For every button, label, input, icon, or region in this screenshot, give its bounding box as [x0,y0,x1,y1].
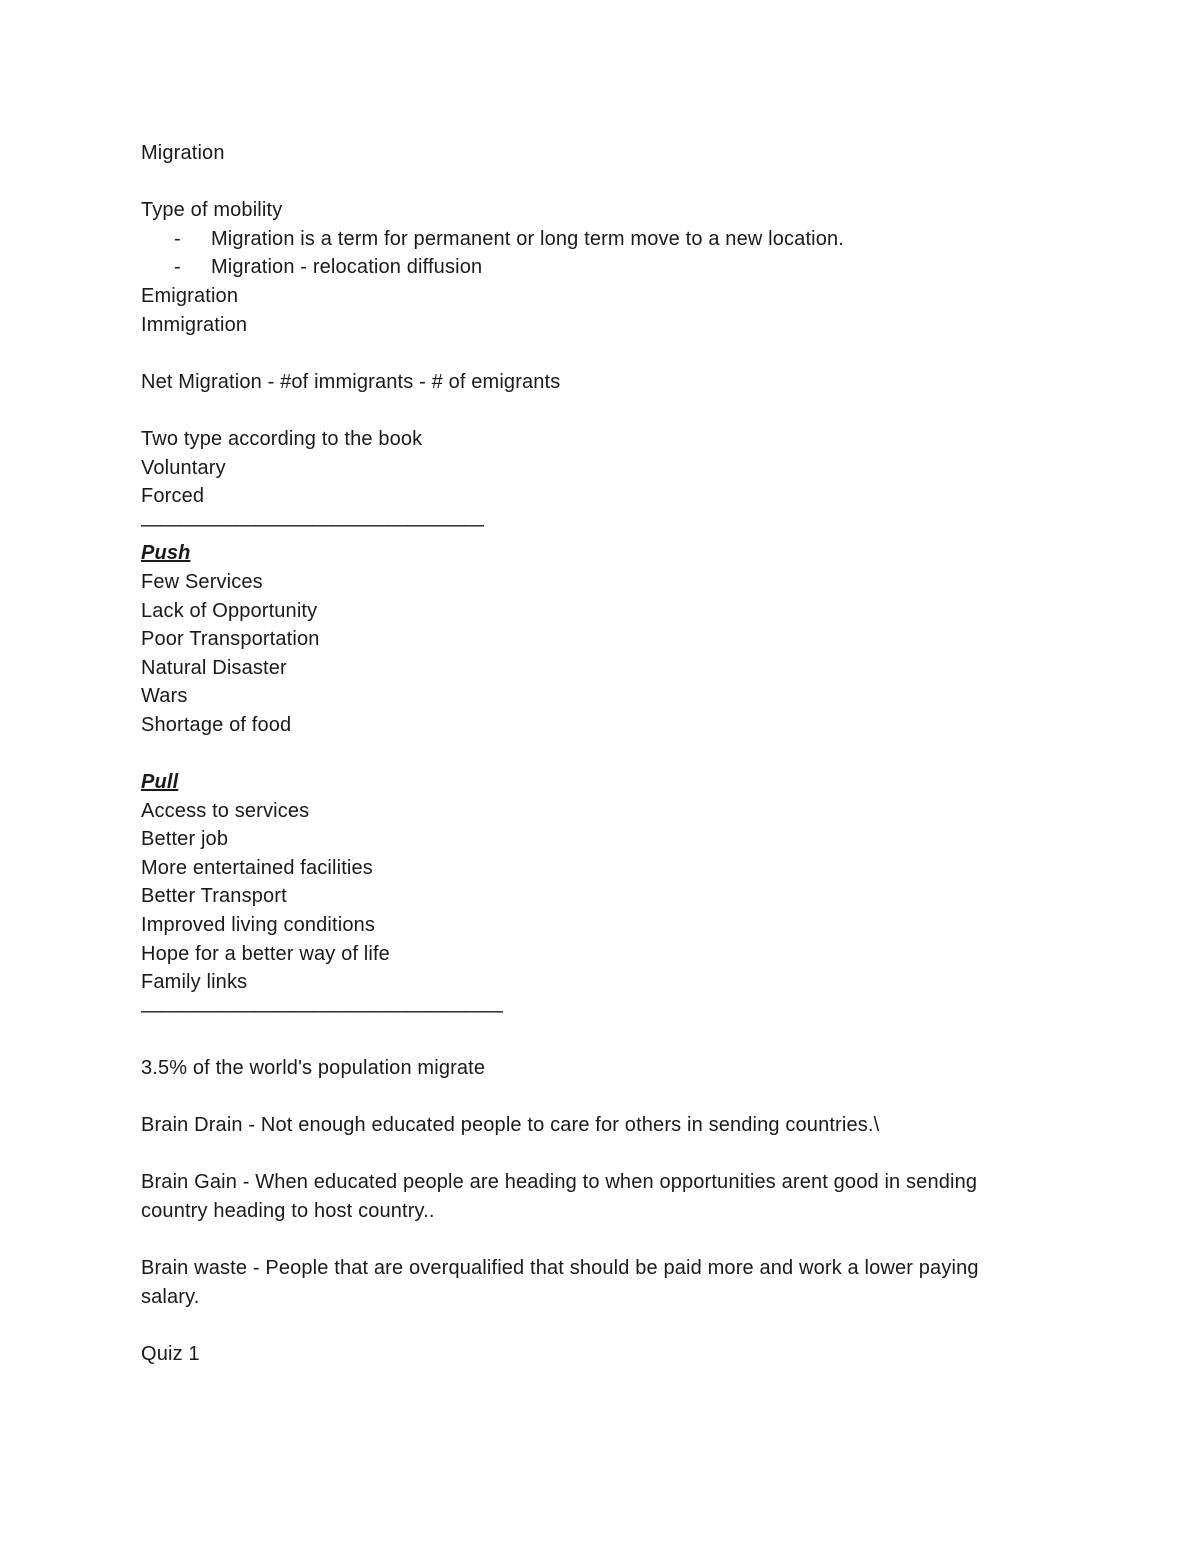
document-title: Migration [141,142,225,164]
quiz-label: Quiz 1 [141,1342,200,1365]
push-heading: Push [141,542,191,565]
term-emigration: Emigration [141,284,239,307]
spacer [141,1226,1061,1255]
net-migration-formula: Net Migration - #of immigrants - # of emigrants [141,370,561,393]
type-voluntary: Voluntary [141,456,226,479]
bullet-text: Migration - relocation diffusion [211,256,483,279]
spacer [141,168,1061,197]
spacer [141,396,1061,425]
bullet-marker: - [174,227,181,250]
type-heading: Type of mobility [141,199,283,222]
spacer [141,1140,1061,1169]
bullet-marker: - [174,256,181,279]
type-forced: Forced [141,485,205,508]
divider-rule: —————————————————— [141,513,483,536]
pull-heading: Pull [141,771,179,794]
push-item: Few Services [141,570,263,593]
pull-item: Hope for a better way of life [141,942,390,965]
spacer [141,739,1061,768]
push-item: Poor Transportation [141,628,320,651]
spacer [141,1083,1061,1112]
brain-waste-definition: Brain waste - People that are overqualified that should be paid more and work a lower paying salary. [141,1257,979,1308]
divider-rule: ——————————————————— [141,999,502,1022]
brain-drain-definition: Brain Drain - Not enough educated people to care for others in sending countries.\ [141,1114,880,1137]
push-item: Lack of Opportunity [141,599,318,622]
spacer [141,1311,1061,1340]
spacer [141,339,1061,368]
list-item [141,253,1061,282]
list-item [141,225,1061,254]
pull-item: Access to services [141,799,310,822]
push-item: Shortage of food [141,713,292,736]
bullet-text: Migration is a term for permanent or long term move to a new location. [211,227,844,250]
population-stat: 3.5% of the world's population migrate [141,1057,486,1079]
pull-item: Family links [141,971,248,994]
spacer [141,1025,1061,1054]
two-type-heading: Two type according to the book [141,427,423,450]
pull-item: Better job [141,828,229,851]
push-item: Natural Disaster [141,656,287,679]
pull-item: Better Transport [141,885,287,908]
brain-gain-definition: Brain Gain - When educated people are heading to when opportunities arent good in sending country heading to host country.. [141,1171,978,1222]
pull-item: More entertained facilities [141,856,373,879]
push-item: Wars [141,685,188,708]
pull-item: Improved living conditions [141,914,376,937]
document-body [141,139,1061,1369]
term-immigration: Immigration [141,313,248,336]
